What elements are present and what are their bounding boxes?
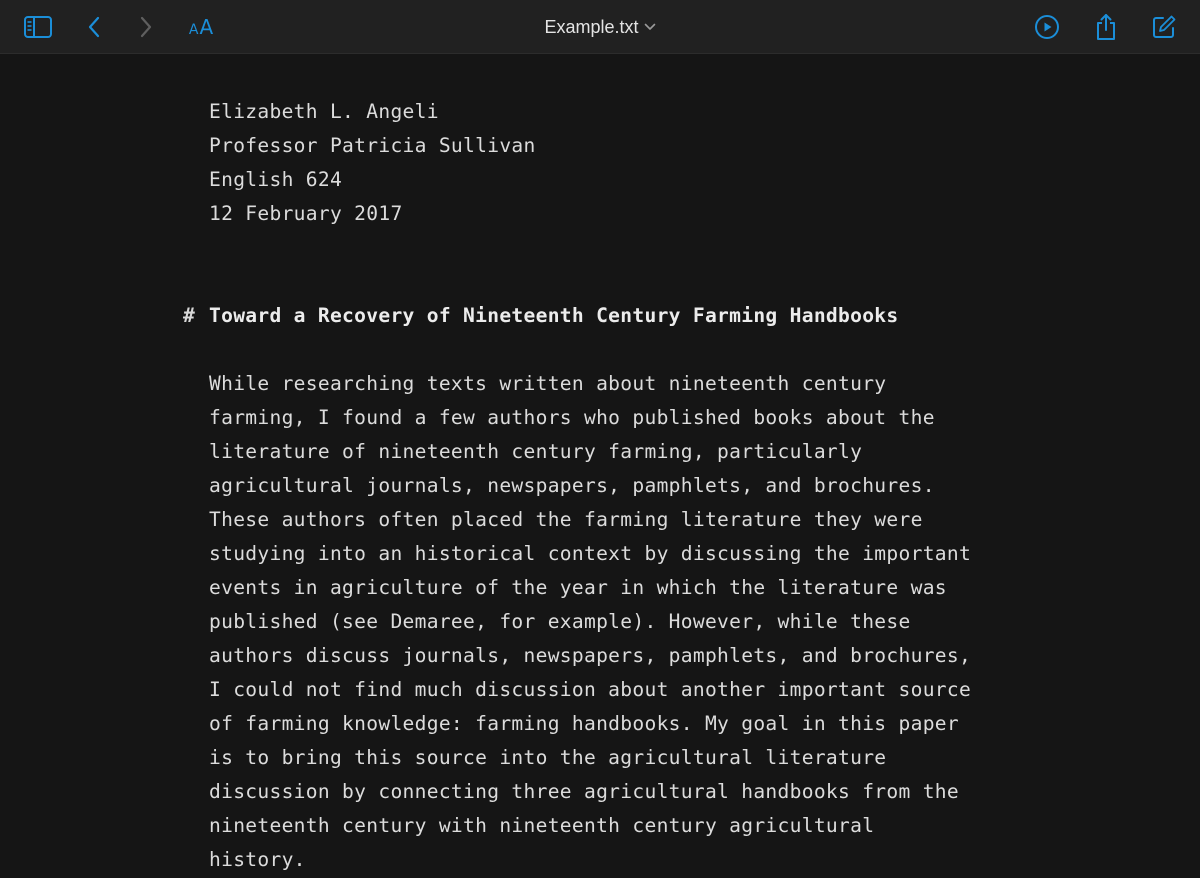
- paragraph-line: history.: [209, 848, 306, 871]
- paragraph-line: While researching texts written about nineteenth century: [209, 372, 887, 395]
- paragraph-line: events in agriculture of the year in which the literature was: [209, 576, 947, 599]
- paragraph-line: nineteenth century with nineteenth century agricultural: [209, 814, 875, 837]
- document-heading: Toward a Recovery of Nineteenth Century Farming Handbooks: [209, 304, 899, 327]
- compose-icon: [1151, 14, 1177, 40]
- preview-button[interactable]: [1029, 9, 1065, 45]
- heading-marker: #: [183, 304, 195, 327]
- paragraph-line: discussion by connecting three agricultural handbooks from the: [209, 780, 959, 803]
- file-title: Example.txt: [544, 16, 639, 37]
- date-line: 12 February 2017: [209, 202, 403, 225]
- paragraph-line: farming, I found a few authors who published books about the: [209, 406, 935, 429]
- paragraph-line: is to bring this source into the agricultural literature: [209, 746, 887, 769]
- compose-button[interactable]: [1146, 9, 1182, 45]
- back-button[interactable]: [76, 9, 112, 45]
- forward-icon: [138, 15, 154, 39]
- share-icon: [1094, 12, 1118, 42]
- back-icon: [86, 15, 102, 39]
- paragraph-line: These authors often placed the farming literature they were: [209, 508, 923, 531]
- paragraph-line: authors discuss journals, newspapers, pamphlets, and brochures,: [209, 644, 972, 667]
- forward-button[interactable]: [128, 9, 164, 45]
- professor-line: Professor Patricia Sullivan: [209, 134, 536, 157]
- paragraph-line: agricultural journals, newspapers, pamphlets, and brochures.: [209, 474, 935, 497]
- paragraph-line: I could not find much discussion about another important source: [209, 678, 972, 701]
- paragraph-line: studying into an historical context by discussing the important: [209, 542, 972, 565]
- toolbar: [0, 0, 1200, 54]
- chevron-down-icon: [644, 23, 656, 31]
- author-line: Elizabeth L. Angeli: [209, 100, 439, 123]
- editor[interactable]: [0, 54, 1200, 878]
- sidebar-toggle-button[interactable]: [20, 9, 56, 45]
- share-button[interactable]: [1088, 9, 1124, 45]
- file-title-menu[interactable]: [544, 17, 655, 38]
- paragraph-line: of farming knowledge: farming handbooks. My goal in this paper: [209, 712, 959, 735]
- title-area: [0, 0, 1200, 54]
- play-icon: [1034, 14, 1060, 40]
- text-size-button[interactable]: [183, 9, 219, 45]
- sidebar-icon: [23, 15, 53, 39]
- paragraph-line: published (see Demaree, for example). However, while these: [209, 610, 911, 633]
- course-line: English 624: [209, 168, 343, 191]
- text-size-icon: A A: [188, 15, 214, 39]
- paragraph-line: literature of nineteenth century farming, particularly: [209, 440, 863, 463]
